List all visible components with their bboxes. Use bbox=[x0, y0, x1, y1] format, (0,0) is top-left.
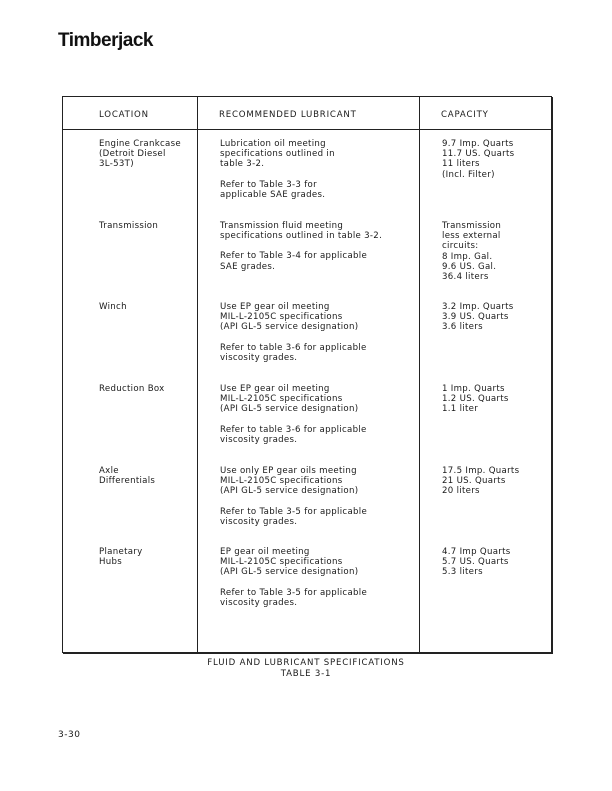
lubricant-paragraph bbox=[220, 425, 367, 445]
lubricant-text: Refer to Table 3-5 for applicable bbox=[220, 506, 368, 517]
capacity-text: less external bbox=[442, 231, 501, 242]
lubricant-text: specifications outlined in bbox=[220, 149, 335, 160]
location-text: Planetary bbox=[99, 547, 143, 557]
location-cell bbox=[99, 302, 127, 312]
lubricant-paragraph bbox=[220, 466, 367, 497]
lubricant-text: MIL-L-2105C specifications bbox=[220, 557, 343, 568]
table-header-row bbox=[63, 97, 551, 130]
lubricant-paragraph bbox=[220, 343, 367, 363]
capacity-text: Transmission bbox=[442, 221, 502, 231]
capacity-text: 9.7 Imp. Quarts bbox=[442, 139, 514, 149]
lubricant-text: Refer to table 3-6 for applicable bbox=[220, 424, 367, 435]
lubricant-paragraph bbox=[220, 507, 367, 527]
location-cell bbox=[99, 384, 165, 394]
location-cell bbox=[99, 221, 158, 231]
lubricant-spec-table bbox=[62, 96, 552, 653]
location-text: (Detroit Diesel bbox=[99, 149, 166, 160]
lubricant-paragraph bbox=[220, 588, 367, 608]
location-cell bbox=[99, 547, 143, 567]
lubricant-text: (API GL-5 service designation) bbox=[220, 486, 359, 497]
capacity-text: 3.9 US. Quarts bbox=[442, 312, 509, 323]
table-caption bbox=[0, 658, 612, 679]
capacity-text: 20 liters bbox=[442, 486, 480, 497]
column-header-location: LOCATION bbox=[99, 110, 149, 120]
lubricant-cell bbox=[220, 466, 367, 527]
location-text: Axle bbox=[99, 466, 119, 476]
lubricant-text: Use only EP gear oils meeting bbox=[220, 466, 357, 476]
lubricant-text: viscosity grades. bbox=[220, 516, 298, 527]
capacity-text: 5.7 US. Quarts bbox=[442, 557, 509, 568]
lubricant-text: Refer to table 3-6 for applicable bbox=[220, 342, 367, 353]
lubricant-text: Transmission fluid meeting bbox=[220, 221, 344, 231]
lubricant-paragraph bbox=[220, 384, 367, 415]
location-text: 3L-53T) bbox=[99, 159, 134, 170]
lubricant-text: Lubrication oil meeting bbox=[220, 139, 326, 149]
capacity-text: 1 Imp. Quarts bbox=[442, 384, 505, 394]
column-divider bbox=[197, 97, 198, 652]
location-cell bbox=[99, 139, 181, 170]
location-text: Differentials bbox=[99, 476, 156, 487]
capacity-text: 1.2 US. Quarts bbox=[442, 394, 509, 405]
capacity-text: 21 US. Quarts bbox=[442, 476, 506, 487]
lubricant-cell bbox=[220, 139, 335, 200]
lubricant-text: Use EP gear oil meeting bbox=[220, 384, 330, 394]
lubricant-text: SAE grades. bbox=[220, 261, 276, 272]
lubricant-text: specifications outlined in table 3-2. bbox=[220, 231, 383, 242]
lubricant-text: table 3-2. bbox=[220, 159, 265, 170]
column-header-capacity: CAPACITY bbox=[441, 110, 489, 120]
capacity-text: 9.6 US. Gal. bbox=[442, 261, 497, 272]
lubricant-text: MIL-L-2105C specifications bbox=[220, 476, 343, 487]
caption-title: FLUID AND LUBRICANT SPECIFICATIONS bbox=[207, 658, 405, 668]
capacity-text: 3.2 Imp. Quarts bbox=[442, 302, 514, 312]
capacity-text: 36.4 liters bbox=[442, 272, 489, 283]
location-text: Winch bbox=[99, 302, 127, 312]
location-text: Reduction Box bbox=[99, 384, 165, 394]
lubricant-text: (API GL-5 service designation) bbox=[220, 322, 359, 333]
lubricant-paragraph bbox=[220, 180, 335, 200]
capacity-text: 3.6 liters bbox=[442, 322, 483, 333]
capacity-text: 17.5 Imp. Quarts bbox=[442, 466, 520, 476]
lubricant-text: viscosity grades. bbox=[220, 597, 298, 608]
lubricant-paragraph bbox=[220, 221, 382, 241]
capacity-text: 8 Imp. Gal. bbox=[442, 251, 493, 262]
capacity-text: circuits: bbox=[442, 241, 479, 252]
lubricant-text: MIL-L-2105C specifications bbox=[220, 394, 343, 405]
lubricant-text: EP gear oil meeting bbox=[220, 547, 310, 557]
capacity-cell bbox=[442, 466, 519, 497]
lubricant-paragraph bbox=[220, 139, 335, 170]
capacity-cell bbox=[442, 139, 514, 180]
location-text: Transmission bbox=[99, 221, 159, 231]
lubricant-text: Use EP gear oil meeting bbox=[220, 302, 330, 312]
capacity-text: 5.3 liters bbox=[442, 567, 483, 578]
location-text: Engine Crankcase bbox=[99, 139, 181, 149]
lubricant-text: (API GL-5 service designation) bbox=[220, 567, 359, 578]
location-cell bbox=[99, 466, 155, 486]
capacity-text: 4.7 Imp Quarts bbox=[442, 547, 511, 557]
caption-table-number: TABLE 3-1 bbox=[280, 668, 332, 679]
lubricant-text: Refer to Table 3-4 for applicable bbox=[220, 251, 368, 262]
capacity-cell bbox=[442, 547, 511, 578]
lubricant-paragraph bbox=[220, 547, 367, 578]
location-text: Hubs bbox=[99, 557, 123, 568]
capacity-text: 11.7 US. Quarts bbox=[442, 149, 515, 160]
lubricant-text: viscosity grades. bbox=[220, 352, 298, 363]
capacity-text: 1.1 liter bbox=[442, 404, 479, 415]
lubricant-text: viscosity grades. bbox=[220, 434, 298, 445]
lubricant-cell bbox=[220, 547, 367, 608]
brand-logo: Timberjack bbox=[58, 30, 153, 51]
lubricant-text: applicable SAE grades. bbox=[220, 189, 326, 200]
capacity-cell bbox=[442, 221, 501, 282]
page-number: 3-30 bbox=[58, 730, 81, 740]
capacity-cell bbox=[442, 302, 514, 333]
capacity-text: (Incl. Filter) bbox=[442, 169, 495, 180]
capacity-cell bbox=[442, 384, 509, 415]
lubricant-paragraph bbox=[220, 302, 367, 333]
column-header-lubricant: RECOMMENDED LUBRICANT bbox=[219, 110, 357, 120]
lubricant-cell bbox=[220, 384, 367, 445]
lubricant-cell bbox=[220, 302, 367, 363]
lubricant-paragraph bbox=[220, 251, 382, 271]
lubricant-text: (API GL-5 service designation) bbox=[220, 404, 359, 415]
column-divider bbox=[419, 97, 420, 652]
lubricant-text: Refer to Table 3-5 for applicable bbox=[220, 587, 368, 598]
lubricant-text: MIL-L-2105C specifications bbox=[220, 312, 343, 323]
lubricant-text: Refer to Table 3-3 for bbox=[220, 179, 317, 190]
capacity-text: 11 liters bbox=[442, 159, 480, 170]
lubricant-cell bbox=[220, 221, 382, 272]
